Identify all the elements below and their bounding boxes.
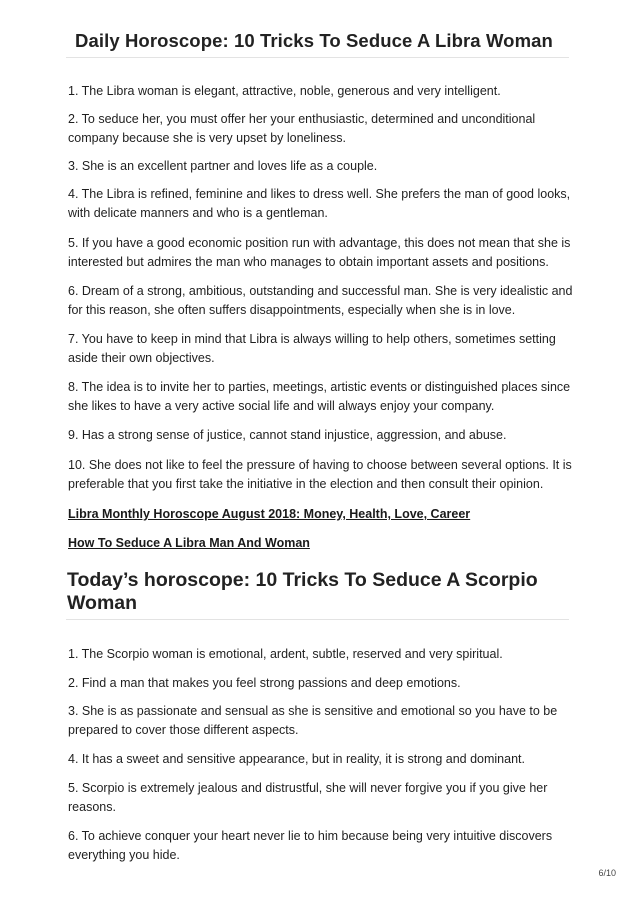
libra-tip-3: 3. She is an excellent partner and loves life as a couple. (68, 159, 378, 173)
scorpio-section-title: Today’s horoscope: 10 Tricks To Seduce A Scorpio Woman (67, 569, 538, 614)
libra-monthly-horoscope-link[interactable]: Libra Monthly Horoscope August 2018: Money, Health, Love, Career (68, 507, 471, 521)
libra-tip-5: 5. If you have a good economic position run with advantage, this does not mean that she is interested but admires the man who manages to obtain important assets and positions. (68, 236, 571, 269)
libra-tip-7: 7. You have to keep in mind that Libra is always willing to help others, sometimes setting aside their own objectives. (68, 332, 556, 365)
scorpio-tip-1: 1. The Scorpio woman is emotional, ardent, subtle, reserved and very spiritual. (68, 647, 503, 661)
libra-tip-1: 1. The Libra woman is elegant, attractive, noble, generous and very intelligent. (68, 84, 501, 98)
scorpio-tip-3: 3. She is as passionate and sensual as she is sensitive and emotional so you have to be prepared to cover those different aspects. (68, 704, 558, 737)
libra-tip-10: 10. She does not like to feel the pressure of having to choose between several options. It is preferable that you first take the initiative in the election and then consult their opinion. (68, 458, 572, 491)
scorpio-title-divider (66, 619, 569, 620)
seduce-libra-link[interactable]: How To Seduce A Libra Man And Woman (68, 536, 310, 550)
scorpio-tip-2: 2. Find a man that makes you feel strong passions and deep emotions. (68, 676, 461, 690)
scorpio-tip-5: 5. Scorpio is extremely jealous and distrustful, she will never forgive you if you give her reasons. (68, 781, 548, 814)
libra-tip-8: 8. The idea is to invite her to parties, meetings, artistic events or distinguished places since she likes to have a very active social life and will always enjoy your company. (68, 380, 571, 413)
libra-tip-6: 6. Dream of a strong, ambitious, outstanding and successful man. She is very idealistic and for this reason, she often suffers disappointments, especially when she is in love. (68, 284, 573, 317)
title-divider (66, 57, 569, 58)
libra-section-title: Daily Horoscope: 10 Tricks To Seduce A Libra Woman (75, 30, 553, 51)
libra-tip-2: 2. To seduce her, you must offer her your enthusiastic, determined and unconditional company because she is very upset by loneliness. (68, 112, 536, 145)
libra-tip-4: 4. The Libra is refined, feminine and likes to dress well. She prefers the man of good looks, with delicate manners and who is a gentleman. (68, 187, 571, 220)
page-number: 6/10 (598, 868, 616, 878)
scorpio-tip-6: 6. To achieve conquer your heart never lie to him because being very intuitive discovers everything you hide. (68, 829, 553, 862)
scorpio-tip-4: 4. It has a sweet and sensitive appearance, but in reality, it is strong and dominant. (68, 752, 525, 766)
libra-tip-9: 9. Has a strong sense of justice, cannot stand injustice, aggression, and abuse. (68, 428, 507, 442)
